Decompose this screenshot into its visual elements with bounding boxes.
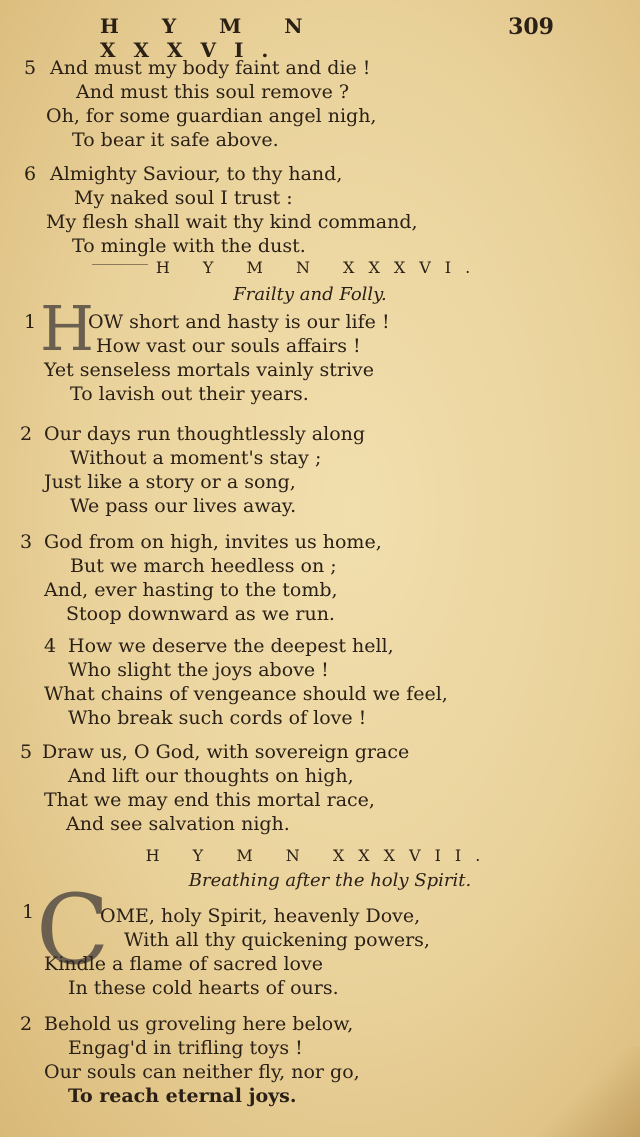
hymn-title: H Y M N XXXVI. xyxy=(155,258,485,277)
verse-line: And, ever hasting to the tomb, xyxy=(44,579,338,601)
verse-line: OME, holy Spirit, heavenly Dove, xyxy=(100,905,421,927)
stanza-number: 1 xyxy=(24,311,37,333)
verse-line: And see salvation nigh. xyxy=(66,813,290,835)
stanza-number: 3 xyxy=(20,531,33,553)
verse-line: Our souls can neither fly, nor go, xyxy=(44,1061,360,1083)
verse-line: How we deserve the deepest hell, xyxy=(68,635,394,657)
verse-line: OW short and hasty is our life ! xyxy=(88,311,390,333)
verse-line: What chains of vengeance should we feel, xyxy=(44,683,448,705)
hymn-title: H Y M N XXXVII. xyxy=(145,846,495,865)
verse-line: With all thy quickening powers, xyxy=(124,929,430,951)
verse-line: Without a moment's stay ; xyxy=(70,447,322,469)
verse-line: Engag'd in trifling toys ! xyxy=(68,1037,303,1059)
verse-line: We pass our lives away. xyxy=(70,495,297,517)
verse-line: Our days run thoughtlessly along xyxy=(44,423,366,445)
verse-line: To mingle with the dust. xyxy=(72,235,306,257)
stanza-number: 5 xyxy=(24,57,37,79)
verse-line: Kindle a flame of sacred love xyxy=(44,953,323,975)
verse-line: In these cold hearts of ours. xyxy=(68,977,339,999)
verse-line: Yet senseless mortals vainly strive xyxy=(44,359,375,381)
stanza-number: 5 xyxy=(20,741,33,763)
stanza-number: 6 xyxy=(24,163,37,185)
verse-line: And must my body faint and die ! xyxy=(50,57,371,79)
verse-line: To reach eternal joys. xyxy=(68,1085,297,1107)
hymn-subtitle: Breathing after the holy Spirit. xyxy=(188,870,472,891)
hymn-subtitle: Frailty and Folly. xyxy=(233,284,387,305)
verse-line: To bear it safe above. xyxy=(72,129,279,151)
stanza-number: 4 xyxy=(44,635,57,657)
verse-line: Almighty Saviour, to thy hand, xyxy=(50,163,343,185)
verse-line: Oh, for some guardian angel nigh, xyxy=(46,105,377,127)
verse-line: How vast our souls affairs ! xyxy=(96,335,361,357)
page-stain xyxy=(520,1047,640,1137)
verse-line: My flesh shall wait thy kind command, xyxy=(46,211,418,233)
verse-line: And lift our thoughts on high, xyxy=(68,765,354,787)
verse-line: Just like a story or a song, xyxy=(44,471,296,493)
verse-line: My naked soul I trust : xyxy=(74,187,293,209)
drop-cap: H xyxy=(40,292,95,365)
running-head: H Y M N XXXVI. xyxy=(100,14,321,62)
verse-line: And must this soul remove ? xyxy=(76,81,350,103)
stanza-number: 2 xyxy=(20,1013,33,1035)
verse-line: God from on high, invites us home, xyxy=(44,531,382,553)
verse-line: Who break such cords of love ! xyxy=(68,707,367,729)
verse-line: Who slight the joys above ! xyxy=(68,659,329,681)
verse-line: Behold us groveling here below, xyxy=(44,1013,354,1035)
stanza-number: 2 xyxy=(20,423,33,445)
drop-cap: C xyxy=(36,874,110,986)
verse-line: But we march heedless on ; xyxy=(70,555,337,577)
verse-line: Draw us, O God, with sovereign grace xyxy=(42,741,410,763)
verse-line: Stoop downward as we run. xyxy=(66,603,335,625)
stanza-number: 1 xyxy=(22,901,35,923)
verse-line: To lavish out their years. xyxy=(70,383,309,405)
verse-line: That we may end this mortal race, xyxy=(44,789,375,811)
page-number: 309 xyxy=(508,14,554,40)
